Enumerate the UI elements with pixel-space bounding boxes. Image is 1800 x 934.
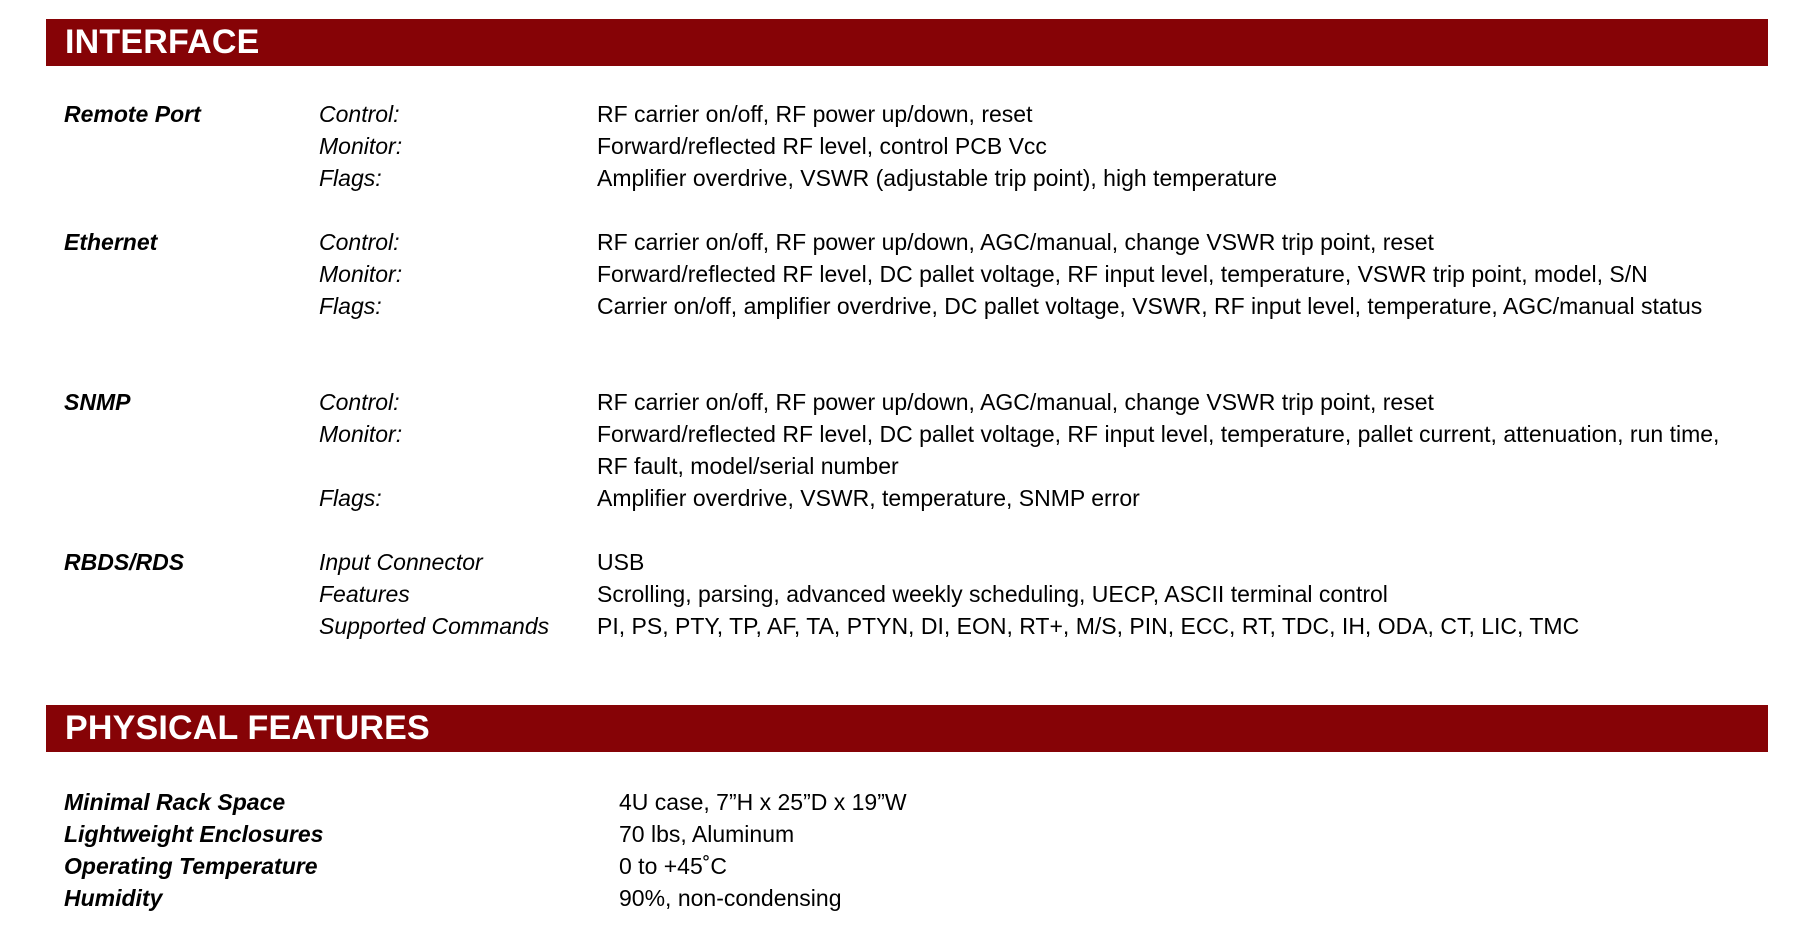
humidity-value: 90%, non-condensing [619,885,842,911]
remote-port-control-label: Control: [319,101,400,127]
enclosures-label: Lightweight Enclosures [64,821,324,847]
operating-temperature-label: Operating Temperature [64,853,318,879]
snmp-monitor-label: Monitor: [319,421,403,447]
remote-port-monitor-value: Forward/reflected RF level, control PCB Vcc [597,133,1047,159]
snmp-flags-value: Amplifier overdrive, VSWR, temperature, SNMP error [597,485,1140,511]
rack-space-value: 4U case, 7”H x 25”D x 19”W [619,789,907,815]
ethernet-monitor-label: Monitor: [319,261,403,287]
snmp-group-label: SNMP [64,389,131,415]
remote-port-flags-value: Amplifier overdrive, VSWR (adjustable trip point), high temperature [597,165,1278,191]
humidity-label: Humidity [64,885,163,911]
rbds-supported-commands-value: PI, PS, PTY, TP, AF, TA, PTYN, DI, EON, RT+, M/S, PIN, ECC, RT, TDC, IH, ODA, CT, LIC, TMC [597,613,1580,639]
ethernet-flags-label: Flags: [319,293,382,319]
rbds-rds-group-label: RBDS/RDS [64,549,185,575]
remote-port-control-value: RF carrier on/off, RF power up/down, reset [597,101,1033,127]
rbds-features-value: Scrolling, parsing, advanced weekly scheduling, UECP, ASCII terminal control [597,581,1388,607]
remote-port-group-label: Remote Port [64,101,201,127]
remote-port-flags-label: Flags: [319,165,382,191]
ethernet-flags-value: Carrier on/off, amplifier overdrive, DC pallet voltage, VSWR, RF input level, temperature, AGC/manual status [597,293,1703,319]
remote-port-monitor-label: Monitor: [319,133,403,159]
rbds-input-connector-label: Input Connector [319,549,483,575]
ethernet-control-label: Control: [319,229,400,255]
enclosures-value: 70 lbs, Aluminum [619,821,795,847]
rbds-features-label: Features [319,581,410,607]
rack-space-label: Minimal Rack Space [64,789,286,815]
snmp-control-label: Control: [319,389,400,415]
snmp-flags-label: Flags: [319,485,382,511]
rbds-supported-commands-label: Supported Commands [319,613,550,639]
rbds-input-connector-value: USB [597,549,645,575]
ethernet-group-label: Ethernet [64,229,158,255]
snmp-monitor-value: Forward/reflected RF level, DC pallet voltage, RF input level, temperature, pallet current, attenuation, run time, RF fault, model/serial number [597,421,1720,479]
ethernet-control-value: RF carrier on/off, RF power up/down, AGC/manual, change VSWR trip point, reset [597,229,1434,255]
operating-temperature-value: 0 to +45˚C [619,853,728,879]
ethernet-monitor-value: Forward/reflected RF level, DC pallet voltage, RF input level, temperature, VSWR trip point, model, S/N [597,261,1648,287]
snmp-control-value: RF carrier on/off, RF power up/down, AGC/manual, change VSWR trip point, reset [597,389,1434,415]
interface-section-header: INTERFACE [46,19,1768,66]
physical-features-section-header: PHYSICAL FEATURES [46,705,1768,752]
